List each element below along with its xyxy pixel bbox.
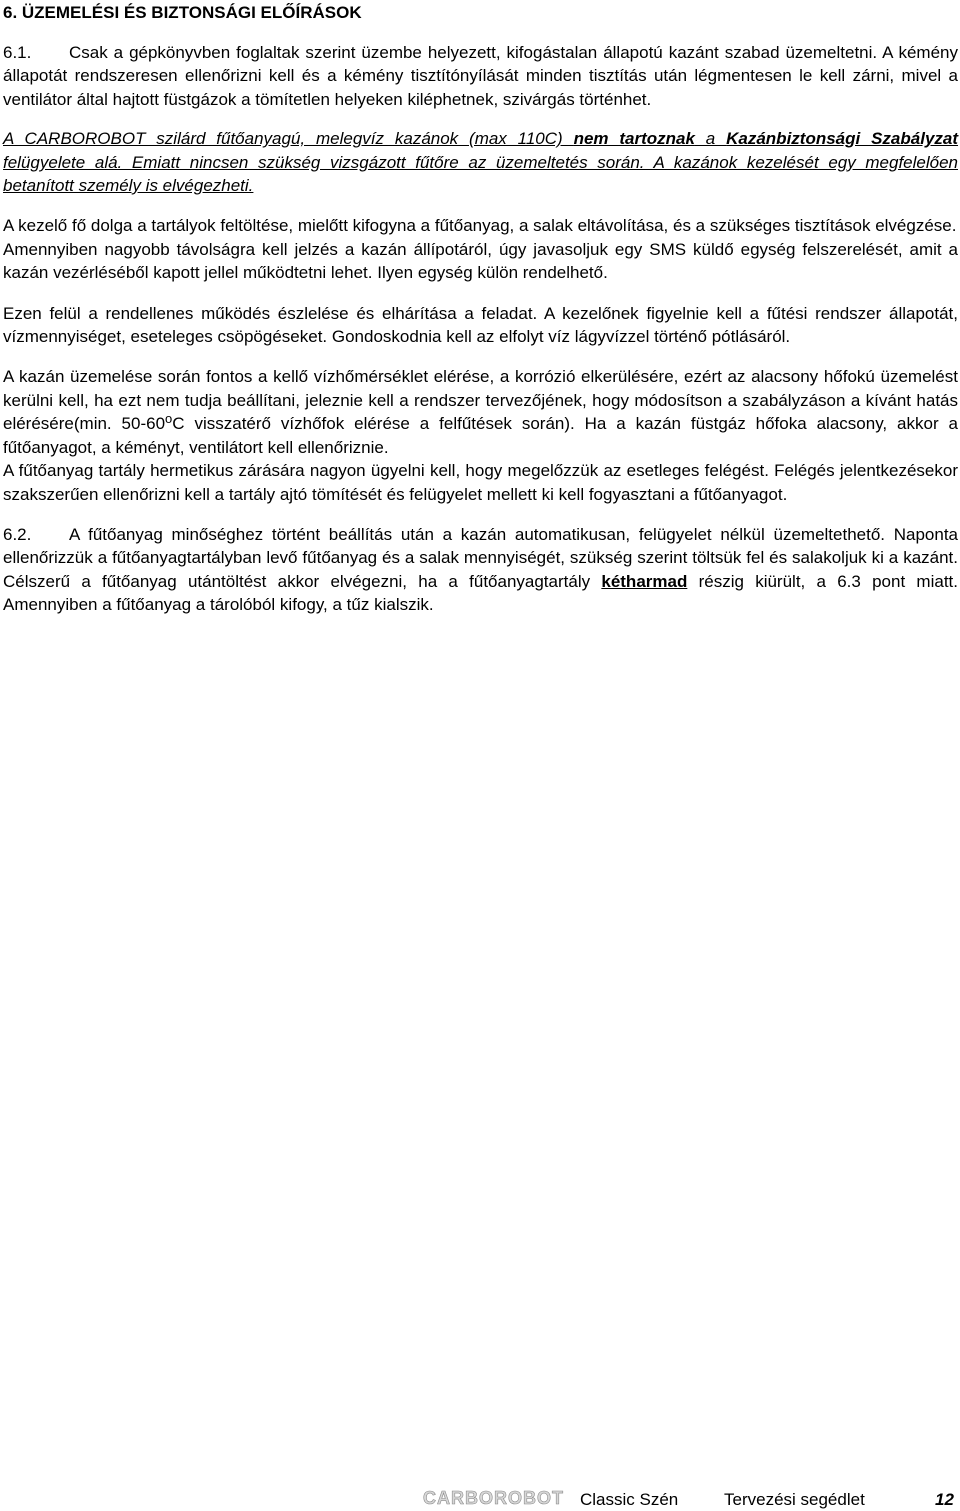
section-number-6-2: 6.2. [3, 524, 32, 544]
notice-regulation-name: Kazánbiztonsági Szabályzat [726, 129, 959, 149]
notice-text-part-3: a [694, 129, 727, 149]
boiler-safety-notice [3, 127, 958, 197]
paragraph-6-2 [3, 523, 958, 617]
water-temperature-paragraph [3, 365, 958, 459]
notice-text-part-1: A CARBOROBOT szilárd fűtőanyagú, melegvíz kazánok (max 110C) [3, 129, 574, 149]
footer-document-type: Tervezési segédlet [724, 1490, 865, 1509]
notice-text-part-5: felügyelete alá. Emiatt nincsen szükség vizsgázott fűtőre az üzemeltetés során. A kazánok kezelését egy megfelelően betanított személy is elvégezheti. [3, 152, 958, 196]
degree-symbol: o [165, 411, 173, 427]
footer-product-name: Classic Szén [580, 1490, 679, 1509]
page-number: 12 [935, 1490, 954, 1509]
page-footer [0, 1486, 958, 1510]
two-thirds-emphasis: kétharmad [601, 571, 688, 591]
sms-unit-paragraph: Amennyiben nagyobb távolságra kell jelzés a kazán állípotáról, úgy javasoljuk egy SMS küldő egység felszerelését, amit a kazán vezérléséből kapott jellel működtetni lehet. Ilyen egység külön rendelhető. [3, 239, 958, 283]
section-title: 6. ÜZEMELÉSI ÉS BIZTONSÁGI ELŐÍRÁSOK [3, 3, 362, 22]
paragraph-6-1-text: Csak a gépkönyvben foglaltak szerint üzembe helyezett, kifogástalan állapotú kazánt szabad üzemeltetni. A kémény állapotát rendszeresen ellenőrizni kell és a kémény tisztítónyílását minden tisztítás után légmentesen le kell zárni, mivel a ventilátor által hajtott füstgázok a tömítetlen helyeken kiléphetnek, szivárgás történhet. [3, 43, 958, 109]
notice-emphasis-not-covered: nem tartoznak [573, 129, 695, 149]
fuel-tank-paragraph: A fűtőanyag tartály hermetikus zárására nagyon ügyelni kell, hogy megelőzzük az esetleges felégést. Felégés jelentkezésekor szakszerűen ellenőrizni kell a tartály ajtó tömítését és felügyelet mellett ki kell fogyasztani a fűtőanyagot. [3, 461, 958, 504]
section-number-6-1: 6.1. [3, 43, 32, 62]
paragraph-6-2-text-part-1: A fűtőanyag minőséghez történt beállítás után a kazán automatikusan, felügyelet nélkül üzemeltethető. Naponta ellenőrizzük a fűtőanyagtartályban levő fűtőanyag és a salak mennyiségét, szükség szerint töltsük fel és salakoljuk ki a kazánt. Célszerű a fűtőanyag utántöltést akkor elvégezni, ha a fűtőanyagtartály [3, 524, 958, 591]
paragraph-6-2-text-part-2: részig kiürült, a 6.3 pont miatt. Amennyiben a fűtőanyag a tárolóból kifogy, a tűz kialszik. [3, 571, 958, 615]
temperature-text-part-1: A kazán üzemelése során fontos a kellő vízhőmérséklet elérése, a korrózió elkerülésére, ezért az alacsony hőfokú üzemelést kerülni kell, ha ezt nem tudja beállítani, jeleznie kell a rendszer tervezőjének, hogy módosítson a szabályzáson a kívánt hatás elérésére(min. 50-60 [3, 367, 958, 434]
temperature-text-part-2: C visszatérő vízhőfok elérése a felfűtések során). Ha a kazán füstgáz hőfoka alacsony, akkor a fűtőanyagot, a kéményt, ventilátort kell ellenőriznie. [3, 414, 958, 457]
fault-handling-paragraph: Ezen felül a rendellenes működés észlelése és elhárítása a feladat. A kezelőnek figyelnie kell a fűtési rendszer állapotát, vízmennyiséget, eseteleges csöpögéseket. Gondoskodnia kell az elfolyt víz lágyvízzel történő pótlásáról. [3, 303, 958, 347]
document-page [3, 0, 958, 617]
paragraph-6-1 [3, 41, 958, 111]
operator-duties-paragraph: A kezelő fő dolga a tartályok feltöltése, mielőtt kifogyna a fűtőanyag, a salak eltávolítása, és a szükséges tisztítások elvégzése. [3, 216, 957, 236]
carborobot-logo: CARBOROBOT [423, 1488, 564, 1508]
